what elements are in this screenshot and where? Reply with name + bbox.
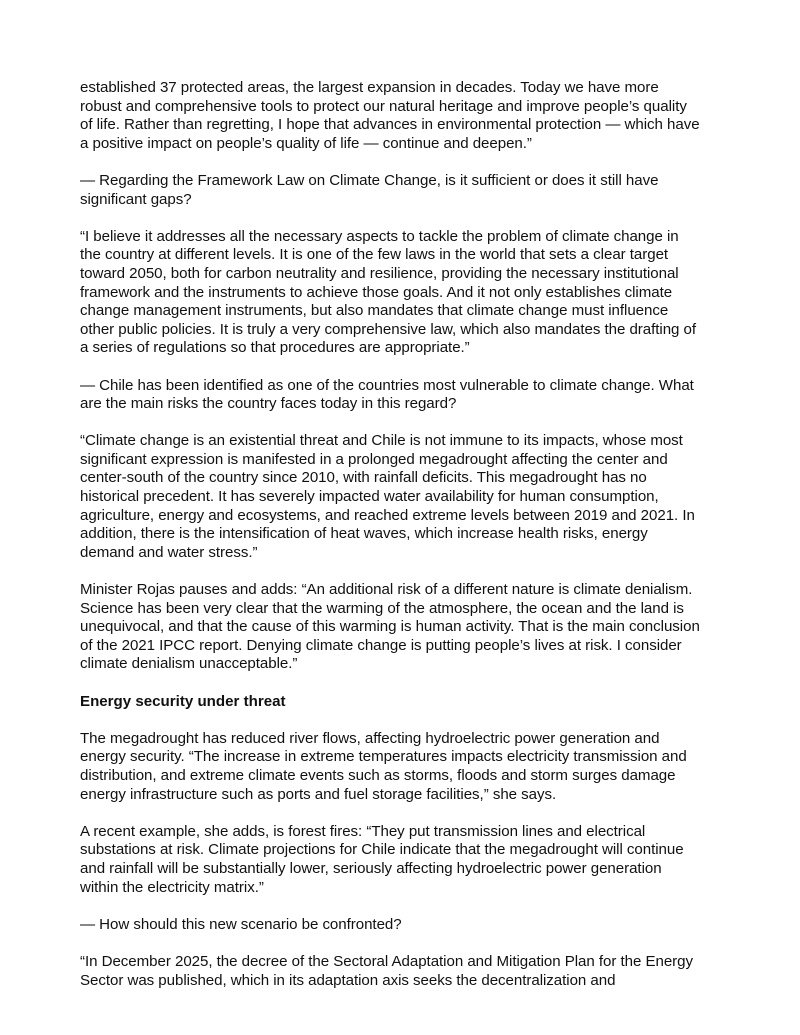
text-line: within the electricity matrix.” — [80, 878, 264, 896]
text-line: Sector was published, which in its adaptation axis seeks the decentralization and — [80, 971, 616, 989]
question-new-scenario — [80, 916, 730, 935]
text-line: toward 2050, both for carbon neutrality and resilience, providing the necessary institutional — [80, 264, 679, 282]
text-line: other public policies. It is truly a very comprehensive law, which also mandates the drafting of — [80, 320, 697, 338]
text-line: energy infrastructure such as ports and fuel storage facilities,” she says. — [80, 785, 557, 803]
text-line: are the main risks the country faces today in this regard? — [80, 395, 457, 413]
text-line: unequivocal, and that the cause of this warming is human activity. That is the main conclusion — [80, 618, 700, 636]
paragraph-protected-areas — [80, 79, 730, 153]
text-line: change management instruments, but also mandates that climate change must influence — [80, 302, 669, 320]
document-page — [80, 79, 730, 1009]
text-line: — Chile has been identified as one of the countries most vulnerable to climate change. What — [80, 376, 694, 394]
text-line: energy security. “The increase in extreme temperatures impacts electricity transmission and — [80, 748, 687, 766]
text-line: significant gaps? — [80, 190, 192, 208]
paragraph-framework-law-answer — [80, 228, 730, 358]
text-line: center-south of the country since 2010, with rainfall deficits. This megadrought has no — [80, 469, 647, 487]
text-line: a positive impact on people’s quality of life — continue and deepen.” — [80, 134, 532, 152]
text-line: — How should this new scenario be confronted? — [80, 915, 402, 933]
question-framework-law — [80, 172, 730, 209]
text-line: “Climate change is an existential threat and Chile is not immune to its impacts, whose most — [80, 432, 683, 450]
text-line: The megadrought has reduced river flows, affecting hydroelectric power generation and — [80, 729, 660, 747]
text-line: “In December 2025, the decree of the Sectoral Adaptation and Mitigation Plan for the Energy — [80, 952, 693, 970]
text-line: a series of regulations so that procedures are appropriate.” — [80, 339, 470, 357]
text-line: of life. Rather than regretting, I hope that advances in environmental protection — which have — [80, 116, 700, 134]
text-line: addition, there is the intensification of heat waves, which increase health risks, energy — [80, 525, 648, 543]
paragraph-sectoral-plan — [80, 953, 730, 990]
text-line: established 37 protected areas, the largest expansion in decades. Today we have more — [80, 79, 659, 96]
text-line: and rainfall will be substantially lower, seriously affecting hydroelectric power generation — [80, 859, 662, 877]
text-line: framework and the instruments to achieve those goals. And it not only establishes climate — [80, 283, 673, 301]
paragraph-megadrought — [80, 432, 730, 562]
text-line: Science has been very clear that the warming of the atmosphere, the ocean and the land is — [80, 599, 684, 617]
text-line: distribution, and extreme climate events such as storms, floods and storm surges damage — [80, 766, 676, 784]
paragraph-forest-fires — [80, 823, 730, 897]
text-line: substations at risk. Climate projections for Chile indicate that the megadrought will continue — [80, 841, 684, 859]
text-line: significant expression is manifested in a prolonged megadrought affecting the center and — [80, 450, 668, 468]
section-heading-energy-security — [80, 693, 730, 712]
text-line: robust and comprehensive tools to protect our natural heritage and improve people’s quality — [80, 97, 687, 115]
text-line: the country at different levels. It is one of the few laws in the world that sets a clear target — [80, 246, 669, 264]
text-line: “I believe it addresses all the necessary aspects to tackle the problem of climate change in — [80, 227, 679, 245]
text-line: of the 2021 IPCC report. Denying climate change is putting people’s lives at risk. I consider — [80, 636, 682, 654]
text-line: A recent example, she adds, is forest fires: “They put transmission lines and electrical — [80, 822, 646, 840]
text-line: demand and water stress.” — [80, 543, 258, 561]
heading-text: Energy security under threat — [80, 692, 286, 710]
text-line: — Regarding the Framework Law on Climate Change, is it sufficient or does it still have — [80, 171, 659, 189]
text-line: climate denialism unacceptable.” — [80, 655, 298, 673]
text-line: historical precedent. It has severely impacted water availability for human consumption, — [80, 488, 659, 506]
paragraph-river-flows — [80, 730, 730, 804]
text-line: agriculture, energy and ecosystems, and reached extreme levels between 2019 and 2021. In — [80, 506, 695, 524]
question-climate-risks — [80, 377, 730, 414]
paragraph-climate-denialism — [80, 581, 730, 674]
text-line: Minister Rojas pauses and adds: “An additional risk of a different nature is climate denialism. — [80, 581, 693, 599]
